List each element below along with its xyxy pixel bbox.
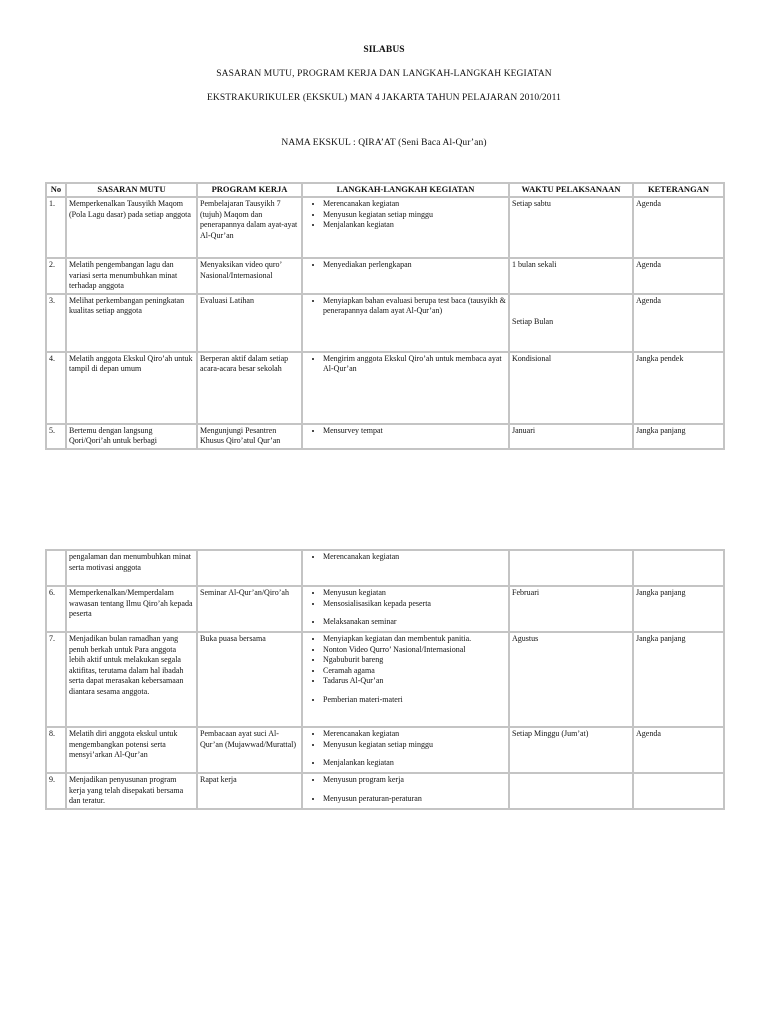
list-item: • Tadarus Al-Qur’an: [323, 676, 506, 687]
list-item: • Menyusun kegiatan setiap minggu: [323, 210, 506, 221]
row-no: 5.: [46, 424, 66, 449]
list-item: • Mengirim anggota Ekskul Qiro’ah untuk membaca ayat Al-Qur’an: [323, 354, 506, 375]
header-sasaran-mutu: SASARAN MUTU: [66, 183, 197, 197]
row-program: Buka puasa bersama: [197, 632, 302, 727]
row-program: [197, 550, 302, 586]
row-langkah: [302, 352, 509, 424]
row-waktu: Setiap Minggu (Jum’at): [509, 727, 633, 773]
row-waktu: 1 bulan sekali: [509, 258, 633, 294]
list-item: • Merencanakan kegiatan: [323, 552, 506, 563]
list-item: • Menyusun kegiatan setiap minggu: [323, 740, 506, 751]
row-program: Seminar Al-Qur’an/Qiro’ah: [197, 586, 302, 632]
row-langkah: [302, 294, 509, 352]
row-langkah: [302, 727, 509, 773]
row-program: Menyaksikan video quro’ Nasional/Internasional: [197, 258, 302, 294]
table-row: [46, 294, 724, 352]
row-no: [46, 550, 66, 586]
row-sasaran: Menjadikan penyusunan program kerja yang telah disepakati bersama dan teratur.: [66, 773, 197, 809]
row-sasaran: Melatih pengembangan lagu dan variasi serta menumbuhkan minat terhadap anggota: [66, 258, 197, 294]
row-langkah: [302, 550, 509, 586]
row-keterangan: Agenda: [633, 727, 724, 773]
row-sasaran: Melihat perkembangan peningkatan kualitas setiap anggota: [66, 294, 197, 352]
table-row: [46, 258, 724, 294]
list-item: • Mensurvey tempat: [323, 426, 506, 437]
document-title: SILABUS: [363, 45, 405, 55]
list-item: • Menyusun program kerja: [323, 775, 506, 786]
row-waktu: Kondisional: [509, 352, 633, 424]
list-item: • Nonton Video Qurro’ Nasional/Internasional: [323, 645, 506, 656]
table-header-row: [46, 183, 724, 197]
header-program-kerja: PROGRAM KERJA: [197, 183, 302, 197]
row-no: 1.: [46, 197, 66, 258]
row-langkah: [302, 773, 509, 809]
table-row: [46, 773, 724, 809]
table-row: [46, 632, 724, 727]
table-row: [46, 727, 724, 773]
row-waktu: [509, 550, 633, 586]
row-waktu: Setiap Bulan: [509, 294, 633, 352]
row-keterangan: [633, 773, 724, 809]
row-keterangan: Jangka panjang: [633, 424, 724, 449]
row-sasaran: pengalaman dan menumbuhkan minat serta motivasi anggota: [66, 550, 197, 586]
row-langkah: [302, 632, 509, 727]
row-no: 8.: [46, 727, 66, 773]
list-item: • Menyusun kegiatan: [323, 588, 506, 599]
row-keterangan: Jangka panjang: [633, 586, 724, 632]
list-item: • Pemberian materi-materi: [323, 695, 506, 706]
table-row: [46, 424, 724, 449]
ekskul-name: NAMA EKSKUL : QIRA’AT (Seni Baca Al-Qur’an): [281, 138, 487, 148]
row-waktu: Setiap sabtu: [509, 197, 633, 258]
row-no: 2.: [46, 258, 66, 294]
row-no: 6.: [46, 586, 66, 632]
row-sasaran: Melatih anggota Ekskul Qiro’ah untuk tampil di depan umum: [66, 352, 197, 424]
list-item: • Melaksanakan seminar: [323, 617, 506, 628]
row-waktu: [509, 773, 633, 809]
row-waktu: Januari: [509, 424, 633, 449]
syllabus-table-page-1: [45, 182, 725, 450]
document-subtitle: SASARAN MUTU, PROGRAM KERJA DAN LANGKAH-LANGKAH KEGIATAN: [216, 69, 552, 79]
row-sasaran: Memperkenalkan/Memperdalam wawasan tentang Ilmu Qiro’ah kepada peserta: [66, 586, 197, 632]
table-row: [46, 586, 724, 632]
list-item: • Menjalankan kegiatan: [323, 758, 506, 769]
list-item: • Menjalankan kegiatan: [323, 220, 506, 231]
row-keterangan: Jangka panjang: [633, 632, 724, 727]
header-no: No: [46, 183, 66, 197]
row-keterangan: Jangka pendek: [633, 352, 724, 424]
row-sasaran: Menjadikan bulan ramadhan yang penuh berkah untuk Para anggota lebih aktif untuk melakukan segala aktifitas, terutama dalam hal ibadah serta dapat merasakan kebersamaan diantara sesama anggota.: [66, 632, 197, 727]
row-sasaran: Bertemu dengan langsung Qori/Qori’ah untuk berbagi: [66, 424, 197, 449]
table-row: [46, 352, 724, 424]
row-program: Pembacaan ayat suci Al-Qur’an (Mujawwad/Murattal): [197, 727, 302, 773]
list-item: • Menyediakan perlengkapan: [323, 260, 506, 271]
list-item: • Merencanakan kegiatan: [323, 729, 506, 740]
header-keterangan: KETERANGAN: [633, 183, 724, 197]
list-item: • Mensosialisasikan kepada peserta: [323, 599, 506, 610]
syllabus-table-page-2: [45, 549, 725, 810]
row-program: Evaluasi Latihan: [197, 294, 302, 352]
row-no: 7.: [46, 632, 66, 727]
row-langkah: [302, 586, 509, 632]
row-sasaran: Melatih diri anggota ekskul untuk mengembangkan potensi serta mensyi’arkan Al-Qur’an: [66, 727, 197, 773]
row-sasaran: Memperkenalkan Tausyikh Maqom (Pola Lagu dasar) pada setiap anggota: [66, 197, 197, 258]
list-item: • Ceramah agama: [323, 666, 506, 677]
row-no: 4.: [46, 352, 66, 424]
row-waktu: Agustus: [509, 632, 633, 727]
header-waktu-pelaksanaan: WAKTU PELAKSANAAN: [509, 183, 633, 197]
table-row: [46, 197, 724, 258]
list-item: • Menyiapkan kegiatan dan membentuk panitia.: [323, 634, 506, 645]
row-no: 3.: [46, 294, 66, 352]
row-program: Mengunjungi Pesantren Khusus Qiro’atul Qur’an: [197, 424, 302, 449]
list-item: • Menyusun peraturan-peraturan: [323, 794, 506, 805]
row-keterangan: Agenda: [633, 258, 724, 294]
row-waktu: Februari: [509, 586, 633, 632]
row-keterangan: Agenda: [633, 197, 724, 258]
row-langkah: [302, 424, 509, 449]
row-keterangan: [633, 550, 724, 586]
list-item: • Ngabuburit bareng: [323, 655, 506, 666]
row-program: Rapat kerja: [197, 773, 302, 809]
header-langkah-kegiatan: LANGKAH-LANGKAH KEGIATAN: [302, 183, 509, 197]
list-item: • Menyiapkan bahan evaluasi berupa test baca (tausyikh & penerapannya dalam ayat Al-Qur’an): [323, 296, 506, 317]
list-item: • Merencanakan kegiatan: [323, 199, 506, 210]
document-subtitle-school: EKSTRAKURIKULER (EKSKUL) MAN 4 JAKARTA TAHUN PELAJARAN 2010/2011: [207, 93, 561, 103]
row-keterangan: Agenda: [633, 294, 724, 352]
row-langkah: [302, 258, 509, 294]
row-no: 9.: [46, 773, 66, 809]
row-program: Berperan aktif dalam setiap acara-acara besar sekolah: [197, 352, 302, 424]
table-row: [46, 550, 724, 586]
row-program: Pembelajaran Tausyikh 7 (tujuh) Maqom dan penerapannya dalam ayat-ayat Al-Qur’an: [197, 197, 302, 258]
row-langkah: [302, 197, 509, 258]
